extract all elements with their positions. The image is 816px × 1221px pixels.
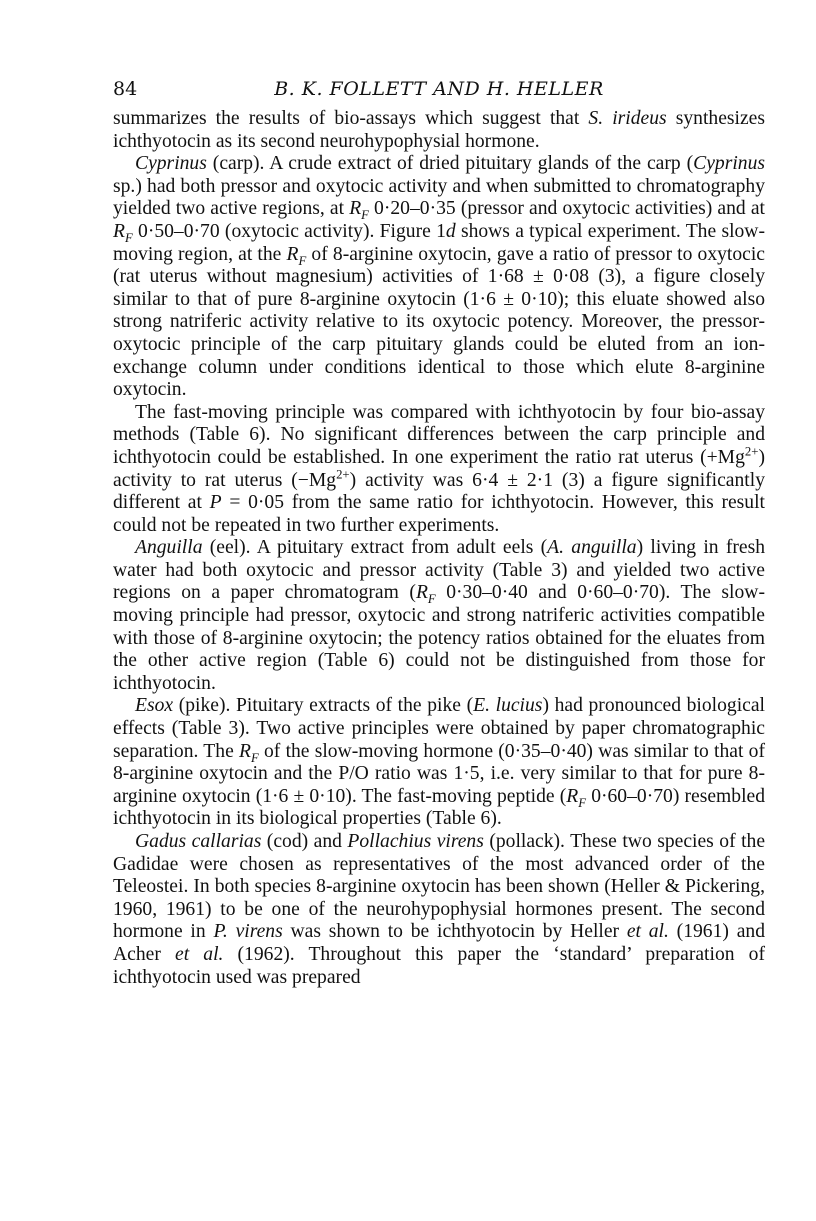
text-segment: of 8-arginine oxytocin, gave a ratio of pressor to oxytocic (rat uterus without magnesium) activities of 1·68 ± 0·08 (3), a figure closely similar to that of pure 8-arginine oxytocin (1·6 ± 0·10); this eluate showed also strong natriferic activity relative to its oxytocic potency. Moreover, the pressor-oxytocic principle of the carp pituitary glands could be eluted from an ion-exchange column under conditions identical to those which elute 8-arginine oxytocin. bbox=[113, 243, 765, 401]
italic-text-segment: Anguilla bbox=[135, 537, 203, 559]
page-header bbox=[113, 78, 765, 104]
text-segment: summarizes the results of bio-assays which suggest that bbox=[113, 108, 589, 129]
italic-text-segment: F bbox=[427, 592, 436, 607]
italic-text-segment: F bbox=[124, 230, 133, 245]
text-segment: (eel). A pituitary extract from adult eels ( bbox=[202, 537, 548, 559]
italic-text-segment: A. anguilla bbox=[547, 537, 637, 559]
italic-text-segment: Cyprinus bbox=[693, 153, 765, 175]
text-segment: (1961) and Acher bbox=[113, 921, 765, 965]
italic-text-segment: R bbox=[349, 198, 362, 220]
italic-text-segment: F bbox=[578, 795, 587, 810]
text-segment: 2+ bbox=[336, 466, 350, 481]
italic-text-segment: P bbox=[209, 492, 222, 514]
italic-text-segment: Esox bbox=[135, 695, 174, 717]
italic-text-segment: R bbox=[239, 740, 251, 762]
text-segment: (1962). Throughout this paper the ‘standard’ preparation of ichthyotocin used was prepared bbox=[113, 943, 765, 988]
body-text bbox=[113, 108, 765, 989]
text-segment: = 0·05 from the same ratio for ichthyotocin. However, this result could not be repeated in two further experiments. bbox=[113, 492, 765, 536]
italic-text-segment: F bbox=[298, 253, 307, 268]
text-segment: ) activity to rat uterus (−Mg bbox=[113, 446, 765, 491]
text-segment: ) living in fresh water had both oxytocic and pressor activity (Table 3) and yielded two active regions on a paper chromatogram ( bbox=[113, 537, 765, 604]
paragraph-esox bbox=[113, 695, 765, 831]
text-segment: synthesizes ichthyotocin as its second neurohypophysial hormone. bbox=[113, 108, 765, 152]
italic-text-segment: R bbox=[113, 220, 125, 242]
text-segment: (carp). A crude extract of dried pituitary glands of the carp ( bbox=[206, 153, 694, 175]
paragraph-intro bbox=[113, 108, 765, 153]
italic-text-segment: Cyprinus bbox=[135, 153, 207, 175]
text-segment: (cod) and bbox=[261, 831, 348, 852]
text-segment: 0·60–0·70) resembled ichthyotocin in its biological properties (Table 6). bbox=[113, 785, 766, 830]
text-segment: 0·20–0·35 (pressor and oxytocic activities) and at bbox=[368, 198, 765, 220]
text-segment: 2+ bbox=[744, 444, 759, 459]
text-segment: was shown to be ichthyotocin by Heller bbox=[282, 921, 627, 943]
italic-text-segment: P. virens bbox=[213, 921, 283, 943]
italic-text-segment: et al. bbox=[175, 943, 224, 965]
italic-text-segment: Pollachius virens bbox=[347, 831, 484, 852]
text-segment: (pollack). These two species of the Gadidae were chosen as representatives of the most advanced order of the Teleostei. In both species 8-arginine oxytocin has been shown (Heller & Pickering, 1960, 1961) to be one of the neurohypophysial hormones present. The second hormone in bbox=[113, 831, 766, 943]
paragraph-fast-moving-principle bbox=[113, 402, 765, 538]
page-number: 84 bbox=[113, 78, 138, 100]
italic-text-segment: R bbox=[415, 582, 428, 604]
italic-text-segment: Gadus callarias bbox=[135, 831, 262, 852]
text-segment: 0·50–0·70 (oxytocic activity). Figure 1 bbox=[132, 220, 446, 242]
paragraph-gadus-pollachius bbox=[113, 831, 765, 989]
text-segment: shows a typical experiment. The slow-moving region, at the bbox=[113, 220, 765, 265]
italic-text-segment: E. lucius bbox=[473, 695, 543, 717]
italic-text-segment: R bbox=[286, 243, 299, 265]
text-segment: of the slow-moving hormone (0·35–0·40) was similar to that of 8-arginine oxytocin and the P/O ratio was 1·5, i.e. very similar to that for pure 8-arginine oxytocin (1·6 ± 0·10). The fast-moving peptide ( bbox=[113, 740, 765, 807]
italic-text-segment: et al. bbox=[626, 921, 669, 943]
paragraph-anguilla bbox=[113, 537, 765, 695]
text-segment: ) activity was 6·4 ± 2·1 (3) a figure significantly different at bbox=[113, 469, 765, 514]
text-segment: sp.) had both pressor and oxytocic activity and when submitted to chromatography yielded two active regions, at bbox=[113, 175, 765, 220]
running-head: B. K. FOLLETT AND H. HELLER bbox=[274, 78, 604, 100]
italic-text-segment: d bbox=[445, 220, 456, 242]
italic-text-segment: F bbox=[361, 208, 369, 223]
italic-text-segment: S. irideus bbox=[588, 108, 667, 129]
text-segment: ) had pronounced biological effects (Table 3). Two active principles were obtained by paper chromatographic separation. The bbox=[113, 695, 765, 762]
paragraph-cyprinus bbox=[113, 153, 765, 402]
italic-text-segment: R bbox=[566, 785, 579, 807]
text-segment: The fast-moving principle was compared with ichthyotocin by four bio-assay methods (Table 6). No significant differences between the carp principle and ichthyotocin could be established. In one experiment the ratio rat uterus (+Mg bbox=[113, 401, 765, 468]
text-segment: 0·30–0·40 and 0·60–0·70). The slow-moving principle had pressor, oxytocic and strong natriferic activities compatible with those of 8-arginine oxytocin; the potency ratios obtained for the eluates from the other active region (Table 6) could not be distinguished from those for ichthyotocin. bbox=[113, 582, 765, 694]
italic-text-segment: F bbox=[250, 750, 259, 765]
text-segment: (pike). Pituitary extracts of the pike ( bbox=[173, 695, 474, 717]
